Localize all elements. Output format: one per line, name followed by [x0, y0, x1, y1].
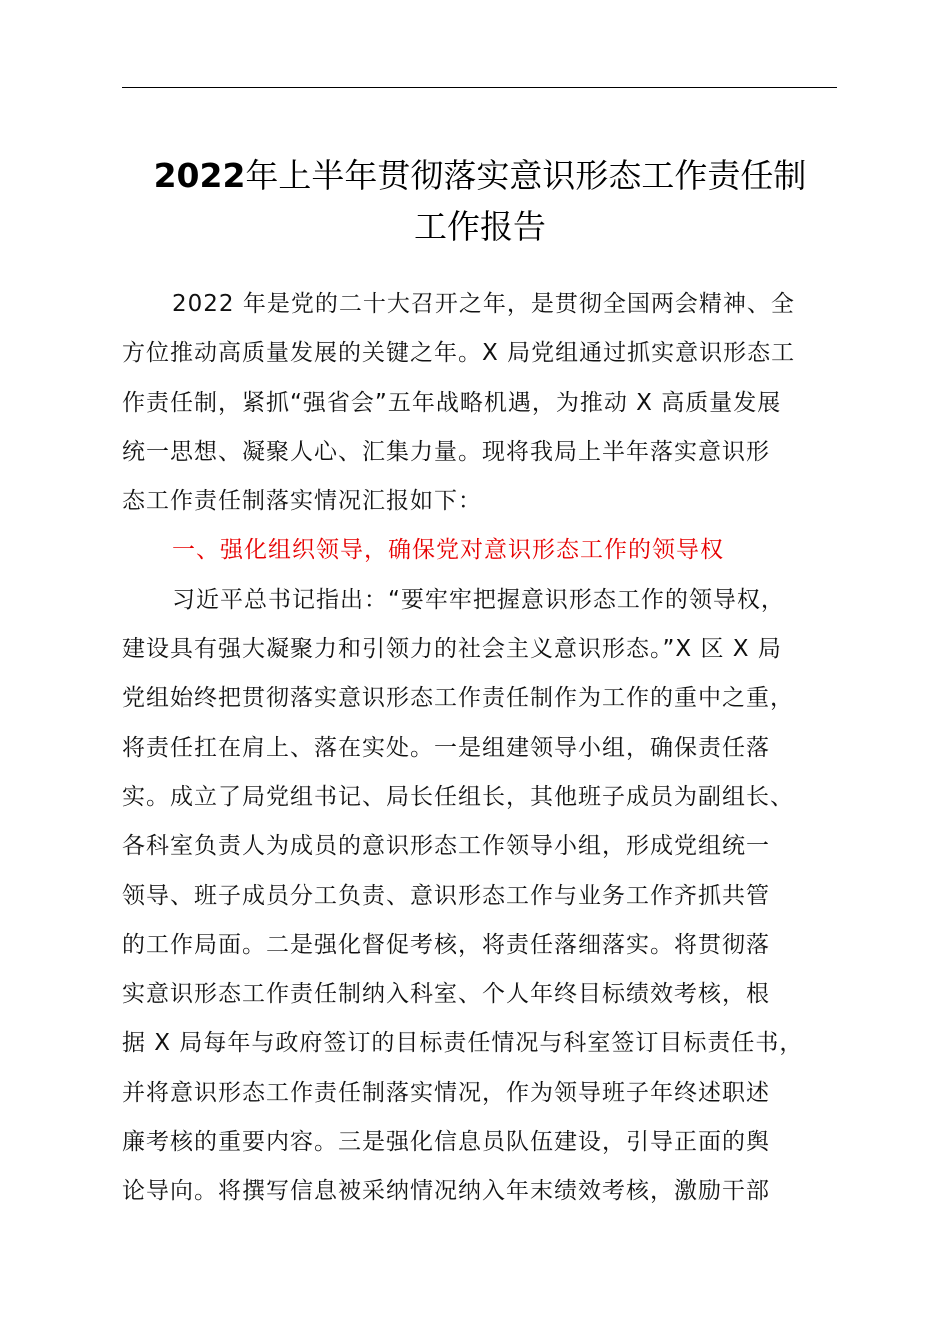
body-text-line: 各科室负责人为成员的意识形态工作领导小组，形成党组统一 [122, 833, 770, 860]
body-text-line: 2022 年是党的二十大召开之年，是贯彻全国两会精神、全 [172, 291, 795, 317]
body-text-line: 建设具有强大凝聚力和引领力的社会主义意识形态。”X 区 X 局 [122, 636, 782, 663]
body-text-line: 论导向。将撰写信息被采纳情况纳入年末绩效考核，激励干部 [122, 1178, 770, 1205]
body-text-line: 领导、班子成员分工负责、意识形态工作与业务工作齐抓共管 [122, 882, 770, 909]
page-title [110, 150, 850, 252]
body-text-line: 的工作局面。二是强化督促考核，将责任落细落实。将贯彻落 [122, 931, 770, 958]
body-text-line: 实意识形态工作责任制纳入科室、个人年终目标绩效考核，根 [122, 981, 770, 1008]
title-line-2: 工作报告 [414, 207, 546, 246]
header-rule [122, 87, 837, 88]
body-text-line: 并将意识形态工作责任制落实情况，作为领导班子年终述职述 [122, 1079, 770, 1106]
body-text-line: 态工作责任制落实情况汇报如下： [122, 488, 482, 515]
body-text-line: 党组始终把贯彻落实意识形态工作责任制作为工作的重中之重， [122, 685, 794, 712]
body-text-line: 方位推动高质量发展的关键之年。X 局党组通过抓实意识形态工 [122, 340, 796, 367]
body-text-line: 统一思想、凝聚人心、汇集力量。现将我局上半年落实意识形 [122, 438, 770, 465]
title-line-1-text: 年上半年贯彻落实意识形态工作责任制 [245, 156, 807, 195]
title-line-1 [110, 150, 850, 201]
title-year: 2022 [153, 156, 246, 195]
body-text-line: 实。成立了局党组书记、局长任组长，其他班子成员为副组长、 [122, 783, 794, 810]
body-text-line: 廉考核的重要内容。三是强化信息员队伍建设，引导正面的舆 [122, 1129, 770, 1156]
body-text-line: 习近平总书记指出：“要牢牢把握意识形态工作的领导权， [172, 586, 785, 613]
body-text-line: 作责任制，紧抓“强省会”五年战略机遇，为推动 X 高质量发展 [122, 389, 782, 416]
body-text-line: 据 X 局每年与政府签订的目标责任情况与科室签订目标责任书， [122, 1030, 804, 1057]
section-heading: 一、强化组织领导，确保党对意识形态工作的领导权 [172, 537, 724, 564]
document-body [122, 280, 862, 1217]
body-text-line: 将责任扛在肩上、落在实处。一是组建领导小组，确保责任落 [122, 734, 770, 761]
